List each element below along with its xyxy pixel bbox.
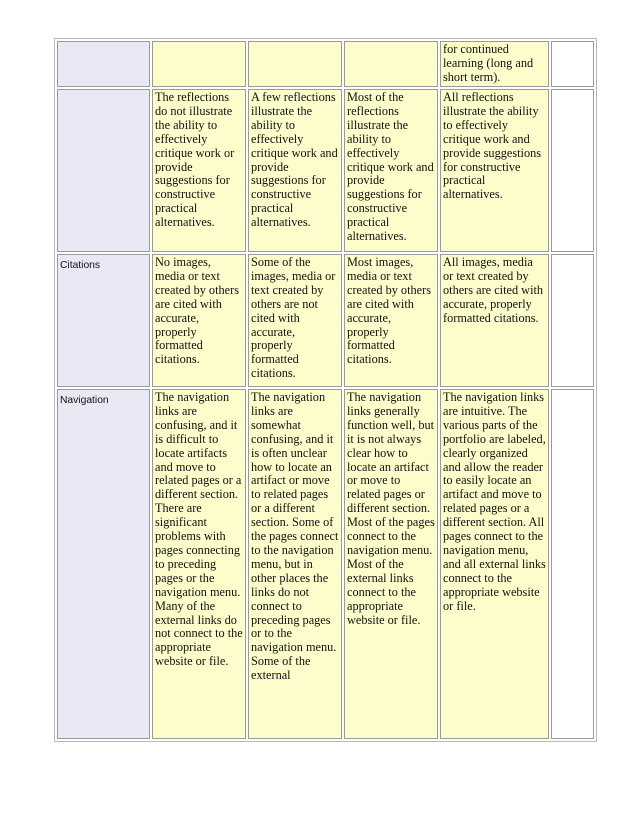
score-cell <box>551 389 594 739</box>
level-1-cell <box>152 41 246 87</box>
score-cell <box>551 89 594 252</box>
level-1-cell: No images, media or text created by others are cited with accurate, properly formatted citations. <box>152 254 246 387</box>
criterion-label: Citations <box>60 260 101 271</box>
level-2-cell <box>248 41 342 87</box>
level-3-cell: Most images, media or text created by others are cited with accurate, properly formatted citations. <box>344 254 438 387</box>
rubric-table <box>54 38 597 742</box>
criterion-cell <box>57 89 150 252</box>
rubric-row-continuation <box>57 41 594 87</box>
score-cell <box>551 254 594 387</box>
rubric-row-citations <box>57 254 594 387</box>
criterion-cell <box>57 254 150 387</box>
level-3-cell <box>344 41 438 87</box>
criterion-cell <box>57 41 150 87</box>
level-1-cell: The reflections do not illustrate the ability to effectively critique work or provide suggestions for constructive practical alternatives. <box>152 89 246 252</box>
level-4-cell: All reflections illustrate the ability to effectively critique work and provide suggestions for constructive practical alternatives. <box>440 89 549 252</box>
rubric-row-reflections <box>57 89 594 252</box>
level-2-cell: Some of the images, media or text created by others are not cited with accurate, properly formatted citations. <box>248 254 342 387</box>
criterion-label: Navigation <box>60 395 109 406</box>
level-4-cell: The navigation links are intuitive. The various parts of the portfolio are labeled, clearly organized and allow the reader to easily locate an artifact and move to related pages or a different section. All pages connect to the navigation menu, and all external links connect to the appropriate website or file. <box>440 389 549 739</box>
rubric-row-navigation <box>57 389 594 739</box>
level-2-cell: A few reflections illustrate the ability to effectively critique work and provide suggestions for constructive practical alternatives. <box>248 89 342 252</box>
score-cell <box>551 41 594 87</box>
level-3-cell: Most of the reflections illustrate the ability to effectively critique work and provide suggestions for constructive practical alternatives. <box>344 89 438 252</box>
criterion-cell <box>57 389 150 739</box>
level-4-cell: All images, media or text created by others are cited with accurate, properly formatted citations. <box>440 254 549 387</box>
level-4-cell: for continued learning (long and short term). <box>440 41 549 87</box>
level-3-cell: The navigation links generally function well, but it is not always clear how to locate an artifact or move to related pages or different section. Most of the pages connect to the navigation menu. Most of the external links connect to the appropriate website or file. <box>344 389 438 739</box>
level-2-cell: The navigation links are somewhat confusing, and it is often unclear how to locate an artifact or move to related pages or a different section. Some of the pages connect to the navigation menu, but in other places the links do not connect to preceding pages or to the navigation menu. Some of the external <box>248 389 342 739</box>
level-1-cell: The navigation links are confusing, and it is difficult to locate artifacts and move to related pages or a different section. There are significant problems with pages connecting to preceding pages or the navigation menu. Many of the external links do not connect to the appropriate website or file. <box>152 389 246 739</box>
